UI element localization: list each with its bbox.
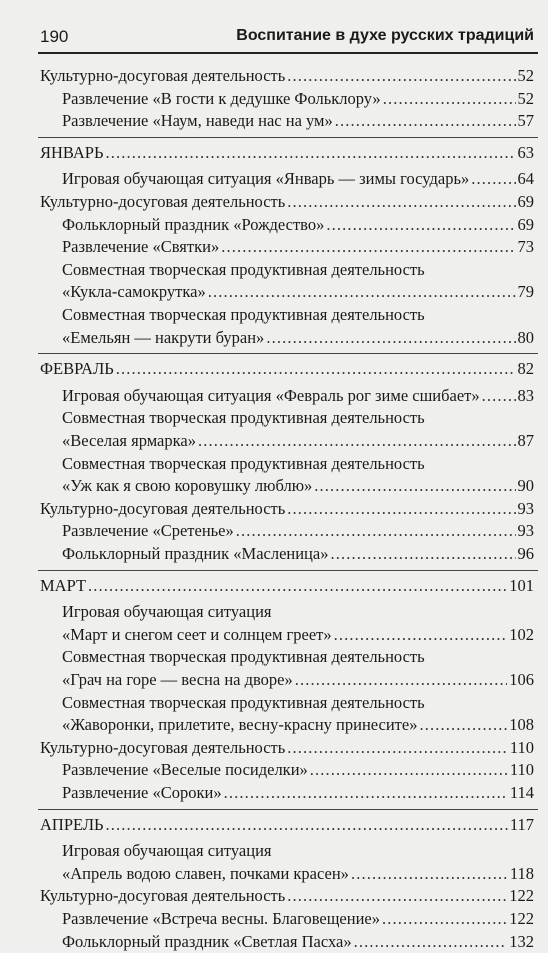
toc-entry-title: Фольклорный праздник «Рождество» — [62, 214, 325, 234]
dot-leader — [287, 191, 515, 213]
toc-line — [62, 714, 534, 736]
toc-entry-title: ФЕВРАЛЬ — [40, 359, 114, 379]
toc-entry-title: Игровая обучающая ситуация «Февраль рог зиме сшибает» — [62, 385, 480, 405]
toc-page-number: 83 — [517, 385, 534, 405]
toc-entry-prefix: Совместная творческая продуктивная деятельность — [62, 408, 425, 428]
toc-line — [62, 430, 534, 452]
dot-leader — [105, 142, 515, 164]
toc-entry-title: Развлечение «Встреча весны. Благовещение» — [62, 909, 380, 928]
toc-entry-title: «Емельян — накрути буран» — [62, 327, 265, 347]
toc-line — [40, 142, 534, 164]
toc-page-number: 118 — [509, 863, 534, 883]
toc-line — [62, 782, 534, 804]
toc-entry-title: Развлечение «Наум, наведи нас на ум» — [62, 111, 333, 131]
toc-line — [62, 88, 534, 110]
toc-entry-prefix: Игровая обучающая ситуация — [62, 841, 272, 861]
toc-page-number: 93 — [517, 498, 534, 518]
section-rule — [38, 570, 538, 571]
toc-page-number: 122 — [509, 886, 534, 906]
dot-leader — [287, 885, 507, 907]
toc-entry-title: ЯНВАРЬ — [40, 142, 104, 162]
running-title: Воспитание в духе русских традиций — [236, 27, 534, 44]
toc-page-number: 102 — [509, 624, 534, 644]
dot-leader — [221, 236, 515, 258]
toc-page-number: 69 — [517, 192, 534, 211]
dot-leader — [287, 65, 515, 87]
toc-entry-title: «Март и снегом сеет и солнцем греет» — [62, 624, 332, 644]
toc-entry-title: Развлечение «Веселые посиделки» — [62, 760, 308, 780]
toc-line — [40, 65, 534, 87]
toc-entry-title: «Грач на горе — весна на дворе» — [62, 669, 293, 689]
dot-leader — [471, 168, 515, 190]
toc-page-number: 82 — [517, 359, 534, 379]
toc-line — [62, 931, 534, 953]
toc-entry-prefix: Совместная творческая продуктивная деятельность — [62, 453, 425, 473]
toc-line — [62, 281, 534, 303]
toc-page-number: 57 — [517, 111, 534, 131]
dot-leader — [354, 931, 508, 953]
page-number: 190 — [40, 27, 69, 46]
toc-line — [62, 385, 534, 407]
dot-leader — [287, 737, 508, 759]
toc-entry-title: «Веселая ярмарка» — [62, 430, 196, 450]
toc-page-number: 110 — [509, 737, 534, 757]
toc-entry-prefix: Совместная творческая продуктивная деятельность — [62, 259, 425, 279]
dot-leader — [351, 863, 508, 885]
dot-leader — [310, 759, 508, 781]
dot-leader — [208, 281, 516, 303]
toc-entry-prefix: Совместная творческая продуктивная деятельность — [62, 692, 425, 712]
dot-leader — [198, 430, 516, 452]
toc-page-number: 93 — [517, 521, 534, 541]
dot-leader — [314, 475, 515, 497]
toc-entry-title: Культурно-досуговая деятельность — [40, 192, 286, 211]
toc-entry-title: Развлечение «Сороки» — [62, 783, 222, 802]
dot-leader — [106, 814, 508, 836]
toc-line — [62, 669, 534, 691]
toc-page-number: 106 — [509, 669, 534, 689]
toc-line — [40, 814, 534, 836]
toc-line — [40, 885, 534, 907]
toc-entry-title: Развлечение «Святки» — [62, 237, 220, 257]
toc-page-number: 110 — [509, 760, 534, 780]
toc-entry-title: Игровая обучающая ситуация «Январь — зимы государь» — [62, 169, 470, 189]
toc-entry-title: «Жаворонки, прилетите, весну-красну принесите» — [62, 715, 418, 735]
dot-leader — [335, 110, 516, 132]
toc-page-number: 52 — [517, 66, 534, 85]
dot-leader — [419, 714, 507, 736]
toc-line — [62, 168, 534, 190]
section-rule — [38, 137, 538, 138]
toc-entry-title: Фольклорный праздник «Масленица» — [62, 544, 329, 563]
toc-page-number: 101 — [509, 575, 534, 595]
section-rule — [38, 353, 538, 354]
toc-line — [40, 575, 534, 597]
toc-entry-title: Развлечение «Сретенье» — [62, 521, 234, 541]
toc-page-number: 90 — [517, 476, 534, 496]
toc-page-number: 80 — [517, 327, 534, 347]
toc-page-number: 52 — [517, 88, 534, 108]
dot-leader — [266, 327, 515, 349]
toc-line — [40, 737, 534, 759]
dot-leader — [326, 214, 515, 236]
toc-entry-title: Развлечение «В гости к дедушке Фольклору» — [62, 88, 381, 108]
toc-page-number: 64 — [517, 169, 534, 189]
toc-page-number: 69 — [517, 214, 534, 234]
dot-leader — [482, 385, 516, 407]
toc-entry-title: Культурно-досуговая деятельность — [40, 886, 286, 906]
dot-leader — [224, 782, 508, 804]
toc-line — [62, 327, 534, 349]
toc-line — [62, 475, 534, 497]
toc-entry-title: «Апрель водою славен, почками красен» — [62, 863, 349, 883]
toc-line — [62, 863, 534, 885]
section-rule — [38, 809, 538, 810]
toc-entry-prefix: Игровая обучающая ситуация — [62, 602, 272, 622]
toc-line — [62, 908, 534, 930]
toc-page-number: 73 — [517, 237, 534, 257]
toc-line — [62, 624, 534, 646]
toc-entry-title: МАРТ — [40, 575, 87, 595]
dot-leader — [295, 669, 507, 691]
toc-entry-title: «Кукла-самокрутка» — [62, 282, 206, 302]
toc-entry-title: Культурно-досуговая деятельность — [40, 66, 286, 85]
toc-page-number: 108 — [509, 715, 534, 735]
toc-line — [40, 358, 534, 380]
toc-entry-title: «Уж как я свою коровушку люблю» — [62, 476, 313, 496]
toc-entry-prefix: Совместная творческая продуктивная деятельность — [62, 647, 425, 667]
dot-leader — [330, 543, 515, 565]
toc-page-number: 96 — [517, 544, 534, 563]
toc-entry-title: Фольклорный праздник «Светлая Пасха» — [62, 931, 352, 951]
toc-page-number: 117 — [509, 814, 534, 834]
dot-leader — [236, 520, 516, 542]
toc-entry-title: Культурно-досуговая деятельность — [40, 737, 286, 757]
toc-page-number: 132 — [509, 931, 534, 951]
toc-entry-prefix: Совместная творческая продуктивная деятельность — [62, 305, 425, 324]
dot-leader — [116, 358, 516, 380]
dot-leader — [334, 624, 508, 646]
toc-page-number: 79 — [517, 282, 534, 302]
toc-page-number: 114 — [509, 783, 534, 802]
dot-leader — [383, 88, 516, 110]
toc-entry-title: АПРЕЛЬ — [40, 814, 104, 834]
toc-entry-title: Культурно-досуговая деятельность — [40, 498, 286, 518]
toc-line — [62, 236, 534, 258]
toc-page-number: 122 — [509, 909, 534, 928]
toc-line — [40, 498, 534, 520]
dot-leader — [287, 498, 515, 520]
toc-page-number: 87 — [517, 430, 534, 450]
toc-line — [62, 543, 534, 565]
dot-leader — [88, 575, 507, 597]
toc-line — [62, 759, 534, 781]
toc-line — [62, 520, 534, 542]
toc-line — [62, 110, 534, 132]
toc-line — [62, 214, 534, 236]
dot-leader — [382, 908, 507, 930]
toc-page-number: 63 — [517, 142, 534, 162]
toc-line — [40, 191, 534, 213]
